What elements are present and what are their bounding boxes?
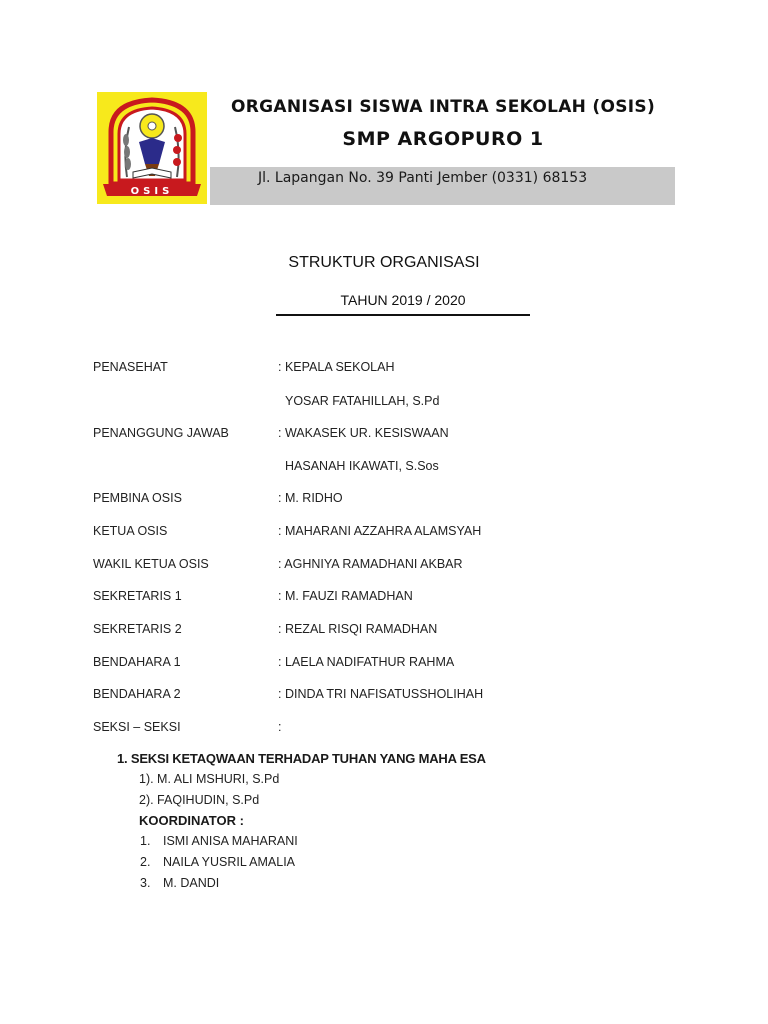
advisor-item: 2). FAQIHUDIN, S.Pd	[139, 793, 260, 807]
role-value: : M. FAUZI RAMADHAN	[278, 589, 413, 603]
role-label: PENANGGUNG JAWAB	[93, 426, 229, 440]
address-text: Jl. Lapangan No. 39 Panti Jember (0331) 68153	[258, 170, 588, 186]
role-label: SEKRETARIS 1	[93, 589, 182, 603]
document-title: STRUKTUR ORGANISASI	[288, 254, 480, 271]
address-bar	[210, 167, 675, 205]
member-number: 2.	[140, 855, 151, 869]
advisor-item: 1). M. ALI MSHURI, S.Pd	[139, 772, 280, 786]
role-value: : MAHARANI AZZAHRA ALAMSYAH	[278, 524, 482, 538]
role-label: BENDAHARA 1	[93, 655, 181, 669]
role-label: PEMBINA OSIS	[93, 491, 182, 505]
role-value: YOSAR FATAHILLAH, S.Pd	[285, 394, 440, 408]
member-number: 1.	[140, 834, 151, 848]
member-number: 3.	[140, 876, 151, 890]
member-name: NAILA YUSRIL AMALIA	[163, 855, 296, 869]
coordinator-label: KOORDINATOR :	[139, 813, 244, 828]
role-value: :	[278, 720, 282, 734]
organization-name: ORGANISASI SISWA INTRA SEKOLAH (OSIS)	[230, 97, 656, 117]
role-label: WAKIL KETUA OSIS	[93, 557, 209, 571]
section-title: 1. SEKSI KETAQWAAN TERHADAP TUHAN YANG MAHA ESA	[117, 751, 486, 766]
member-name: ISMI ANISA MAHARANI	[163, 834, 298, 848]
school-name: SMP ARGOPURO 1	[342, 128, 544, 150]
role-value: HASANAH IKAWATI, S.Sos	[285, 459, 439, 473]
role-label: SEKSI – SEKSI	[93, 720, 181, 734]
role-value: : REZAL RISQI RAMADHAN	[278, 622, 438, 636]
member-name: M. DANDI	[163, 876, 220, 890]
osis-logo	[97, 92, 207, 204]
year-underline	[276, 314, 530, 316]
role-label: PENASEHAT	[93, 360, 168, 374]
role-value: : KEPALA SEKOLAH	[278, 360, 395, 374]
role-label: KETUA OSIS	[93, 524, 168, 538]
role-value: : WAKASEK UR. KESISWAAN	[278, 426, 449, 440]
year-subtitle: TAHUN 2019 / 2020	[340, 292, 466, 308]
logo-text: OSIS	[130, 186, 174, 197]
role-value: : M. RIDHO	[278, 491, 343, 505]
role-label: SEKRETARIS 2	[93, 622, 182, 636]
role-value: : LAELA NADIFATHUR RAHMA	[278, 655, 455, 669]
role-value: : AGHNIYA RAMADHANI AKBAR	[278, 557, 463, 571]
role-value: : DINDA TRI NAFISATUSSHOLIHAH	[278, 687, 484, 701]
role-label: BENDAHARA 2	[93, 687, 181, 701]
